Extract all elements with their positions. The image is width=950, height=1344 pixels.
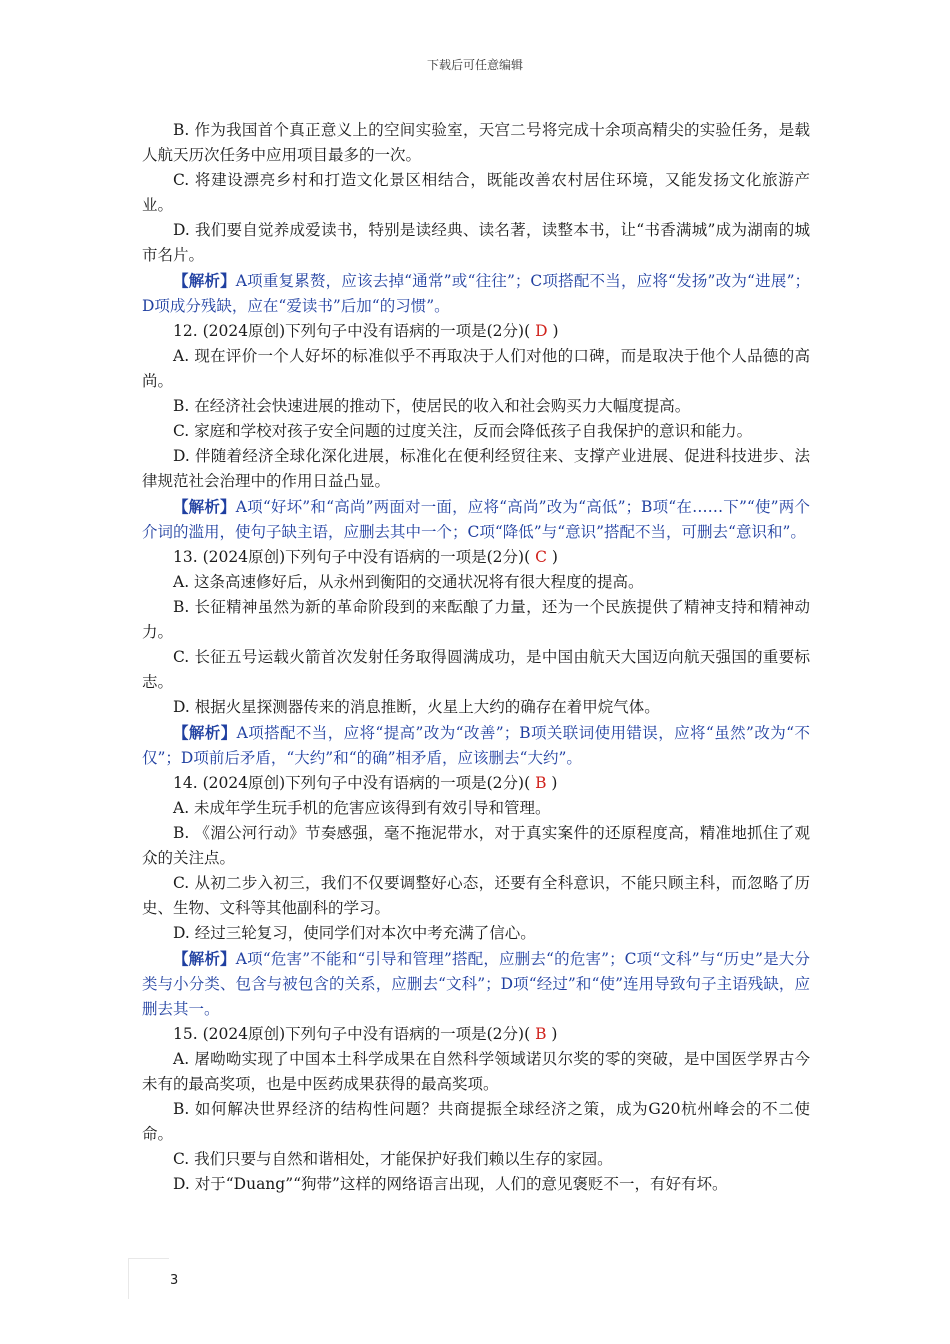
analysis-tag: 【解析】 bbox=[173, 497, 236, 516]
answer: C bbox=[535, 548, 547, 566]
option-b: B. 作为我国首个真正意义上的空间实验室，天宫二号将完成十余项高精尖的实验任务，是载人航天历次任务中应用项目最多的一次。 bbox=[142, 121, 810, 164]
option-c: C. 长征五号运载火箭首次发射任务取得圆满成功，是中国由航天大国迈向航天强国的重要标志。 bbox=[142, 648, 810, 691]
option-a: A. 现在评价一个人好坏的标准似乎不再取决于人们对他的口碑，而是取决于他个人品德的高尚。 bbox=[142, 347, 810, 390]
page-corner-mark bbox=[128, 1258, 169, 1299]
option-b: B. 长征精神虽然为新的革命阶段到的来酝酿了力量，还为一个民族提供了精神支持和精神动力。 bbox=[142, 598, 810, 641]
option-d: D. 经过三轮复习，使同学们对本次中考充满了信心。 bbox=[173, 924, 536, 942]
question-stem: 15. (2024原创)下列句子中没有语病的一项是(2分)( bbox=[173, 1025, 531, 1043]
question-12 bbox=[142, 319, 810, 344]
question-14 bbox=[142, 771, 810, 796]
option-d: D. 伴随着经济全球化深化进展，标准化在便利经贸往来、支撑产业进展、促进科技进步、法律规范社会治理中的作用日益凸显。 bbox=[142, 447, 810, 490]
option-b: B. 《湄公河行动》节奏感强，毫不拖泥带水，对于真实案件的还原程度高，精准地抓住了观众的关注点。 bbox=[142, 824, 810, 867]
analysis bbox=[142, 946, 810, 1022]
option-a: A. 未成年学生玩手机的危害应该得到有效引导和管理。 bbox=[173, 799, 551, 817]
close-paren: ) bbox=[551, 548, 558, 566]
option-d: D. 我们要自觉养成爱读书，特别是读经典、读名著，读整本书，让“书香满城”成为湖南的城市名片。 bbox=[142, 221, 810, 264]
answer: B bbox=[535, 1025, 547, 1043]
analysis-tag: 【解析】 bbox=[173, 949, 236, 968]
analysis-tag: 【解析】 bbox=[173, 271, 236, 290]
question-stem: 14. (2024原创)下列句子中没有语病的一项是(2分)( bbox=[173, 774, 531, 792]
option-a: A. 这条高速修好后，从永州到衡阳的交通状况将有很大程度的提高。 bbox=[173, 573, 644, 591]
question-13 bbox=[142, 545, 810, 570]
analysis-text: A项“好坏”和“高尚”两面对一面，应将“高尚”改为“高低”；B项“在……下”“使”两个介词的滥用，使句子缺主语，应删去其中一个；C项“降低”与“意识”搭配不当，可删去“意识和”。 bbox=[142, 498, 810, 541]
page-header: 下载后可任意编辑 bbox=[426, 58, 523, 72]
option-c: C. 我们只要与自然和谐相处，才能保护好我们赖以生存的家园。 bbox=[173, 1150, 613, 1168]
option-b: B. 在经济社会快速进展的推动下，使居民的收入和社会购买力大幅度提高。 bbox=[173, 397, 691, 415]
analysis bbox=[142, 268, 810, 319]
question-stem: 12. (2024原创)下列句子中没有语病的一项是(2分)( bbox=[173, 322, 531, 340]
option-d: D. 根据火星探测器传来的消息推断，火星上大约的确存在着甲烷气体。 bbox=[173, 698, 660, 716]
analysis-tag: 【解析】 bbox=[173, 723, 237, 742]
close-paren: ) bbox=[551, 1025, 558, 1043]
document-body bbox=[142, 118, 810, 1197]
option-c: C. 家庭和学校对孩子安全问题的过度关注，反而会降低孩子自我保护的意识和能力。 bbox=[173, 422, 753, 440]
question-15 bbox=[142, 1022, 810, 1047]
question-stem: 13. (2024原创)下列句子中没有语病的一项是(2分)( bbox=[173, 548, 531, 566]
analysis-text: A项“危害”不能和“引导和管理”搭配，应删去“的危害”；C项“文科”与“历史”是大分类与小分类、包含与被包含的关系，应删去“文科”；D项“经过”和“使”连用导致句子主语残缺，应删去其一。 bbox=[142, 950, 810, 1018]
close-paren: ) bbox=[552, 322, 559, 340]
option-d: D. 对于“Duang”“狗带”这样的网络语言出现，人们的意见褒贬不一，有好有坏。 bbox=[173, 1175, 728, 1193]
answer: D bbox=[535, 322, 548, 340]
option-b: B. 如何解决世界经济的结构性问题？共商提振全球经济之策，成为G20杭州峰会的不二使命。 bbox=[142, 1100, 810, 1143]
option-c: C. 将建设漂亮乡村和打造文化景区相结合，既能改善农村居住环境，又能发扬文化旅游产业。 bbox=[142, 171, 810, 214]
option-c: C. 从初二步入初三，我们不仅要调整好心态，还要有全科意识，不能只顾主科，而忽略了历史、生物、文科等其他副科的学习。 bbox=[142, 874, 810, 917]
analysis-text: A项搭配不当，应将“提高”改为“改善”；B项关联词使用错误，应将“虽然”改为“不仅”；D项前后矛盾，“大约”和“的确”相矛盾，应该删去“大约”。 bbox=[142, 724, 810, 767]
answer: B bbox=[535, 774, 547, 792]
close-paren: ) bbox=[551, 774, 558, 792]
page-number: 3 bbox=[170, 1273, 179, 1288]
analysis bbox=[142, 494, 810, 545]
option-a: A. 屠呦呦实现了中国本土科学成果在自然科学领域诺贝尔奖的零的突破，是中国医学界古今未有的最高奖项，也是中医药成果获得的最高奖项。 bbox=[142, 1050, 810, 1093]
analysis bbox=[142, 720, 810, 771]
analysis-text: A项重复累赘，应该去掉“通常”或“往往”；C项搭配不当，应将“发扬”改为“进展”；D项成分残缺，应在“爱读书”后加“的习惯”。 bbox=[142, 272, 810, 315]
